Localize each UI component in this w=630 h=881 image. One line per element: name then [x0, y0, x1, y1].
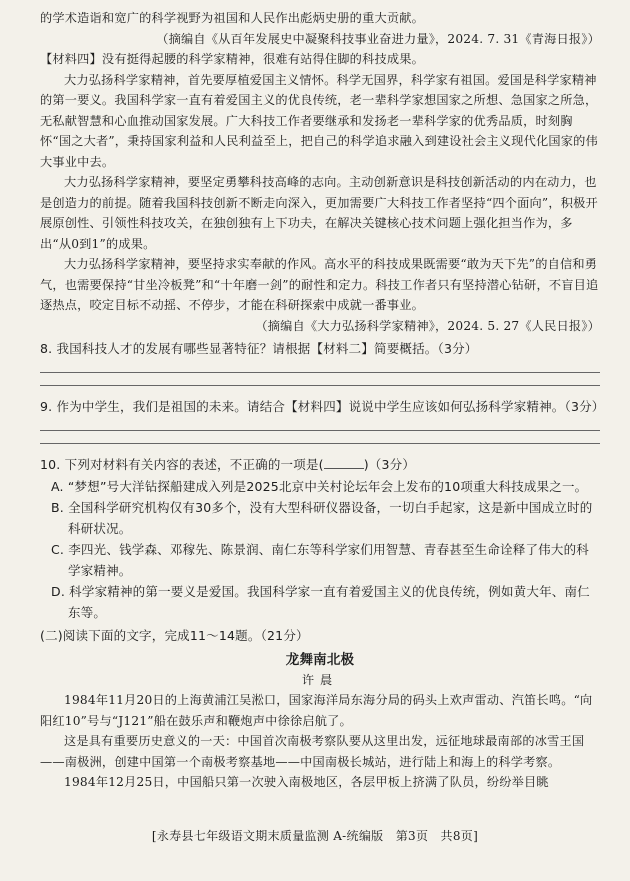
paragraph-continuation: 的学术造诣和宽广的科学视野为祖国和人民作出彪炳史册的重大贡献。	[40, 11, 425, 25]
source-citation-1: （摘编自《从百年发展史中凝聚科技事业奋进力量》，2024. 7. 31《青海日报》）	[156, 31, 600, 46]
question-9: 9. 作为中学生，我们是祖国的未来。请结合【材料四】说说中学生应该如何弘扬科学家精神。（3分）	[40, 399, 605, 414]
question-10-points: )（3分）	[363, 457, 416, 472]
option-c[interactable]: C. 李四光、钱学森、邓稼先、陈景润、南仁东等科学家们用智慧、青春甚至生命诠释了伟大的科学家精神。	[51, 542, 589, 578]
source-citation-2: （摘编自《大力弘扬科学家精神》，2024. 5. 27《人民日报》）	[255, 318, 600, 333]
article-author: 许晨	[301, 673, 339, 687]
article-title: 龙舞南北极	[285, 652, 355, 668]
material-four-paragraph-3: 大力弘扬科学家精神，要坚持求实奉献的作风。高水平的科技成果既需要“敢为天下先”的自信和勇气，也需要保持“甘坐冷板凳”和“十年磨一剑”的耐性和定力。科技工作者只有坚持潜心钻研，不盲目追逐热点，咬定目标不动摇、不停步，才能在科研探索中成就一番事业。	[40, 257, 599, 312]
article-paragraph-3: 1984年12月25日，中国船只第一次驶入南极地区，各层甲板上挤满了队员，纷纷举目眺	[64, 775, 549, 789]
page-footer: [永寿县七年级语文期末质量监测 A-统编版 第3页 共8页]	[151, 829, 479, 843]
article-paragraph-1: 1984年11月20日的上海黄浦江吴淞口，国家海洋局东海分局的码头上欢声雷动、汽笛长鸣。“向阳红10”号与“J121”船在鼓乐声和鞭炮声中徐徐启航了。	[40, 693, 593, 728]
article-paragraph-2: 这是具有重要历史意义的一天：中国首次南极考察队要从这里出发，远征地球最南部的冰雪王国——南极洲，创建中国第一个南极考察基地——中国南极长城站，进行陆上和海上的科学考察。	[40, 734, 585, 769]
answer-line[interactable]	[40, 443, 600, 444]
reading-section-heading: (二)阅读下面的文字，完成11～14题。（21分）	[40, 628, 309, 643]
material-four-paragraph-2: 大力弘扬科学家精神，要坚定勇攀科技高峰的志向。主动创新意识是科技创新活动的内在动力，也是创造力的前提。随着我国科技创新不断走向深入，更加需要广大科技工作者坚持“四个面向”，积极开展原创性、引领性科技攻关，在独创独有上下功夫，在解决关键核心技术问题上强化担当作为，多出“从0到1”的成果。	[40, 175, 598, 251]
question-8: 8. 我国科技人才的发展有哪些显著特征？请根据【材料二】简要概括。（3分）	[40, 341, 478, 356]
option-b[interactable]: B. 全国科学研究机构仅有30多个，没有大型科研仪器设备，一切白手起家，这是新中国成立时的科研状况。	[51, 500, 593, 536]
answer-line[interactable]	[40, 385, 600, 386]
question-10-stem: 10. 下列对材料有关内容的表述，不正确的一项是(	[40, 457, 324, 472]
answer-blank[interactable]	[324, 456, 364, 469]
answer-line[interactable]	[40, 372, 600, 373]
answer-line[interactable]	[40, 430, 600, 431]
material-four-paragraph-1: 大力弘扬科学家精神，首先要厚植爱国主义情怀。科学无国界，科学家有祖国。爱国是科学家精神的第一要义。我国科学家一直有着爱国主义的优良传统，老一辈科学家想国家之所想、急国家之所急，无私献智慧和心血推动国家发展。广大科技工作者要继承和发扬老一辈科学家的优秀品质，时刻胸怀“国之大者”，秉持国家利益和人民利益至上，把自己的科学追求融入到建设社会主义现代化国家的伟大事业中去。	[40, 72, 598, 169]
question-10	[40, 454, 600, 476]
option-a[interactable]: A. “梦想”号大洋钻探船建成入列是2025北京中关村论坛年会上发布的10项重大科技成果之一。	[51, 479, 588, 494]
option-d[interactable]: D. 科学家精神的第一要义是爱国。我国科学家一直有着爱国主义的优良传统，例如黄大年、南仁东等。	[51, 584, 590, 620]
material-four-heading: 【材料四】没有挺得起腰的科学家精神，很难有站得住脚的科技成果。	[40, 52, 425, 66]
